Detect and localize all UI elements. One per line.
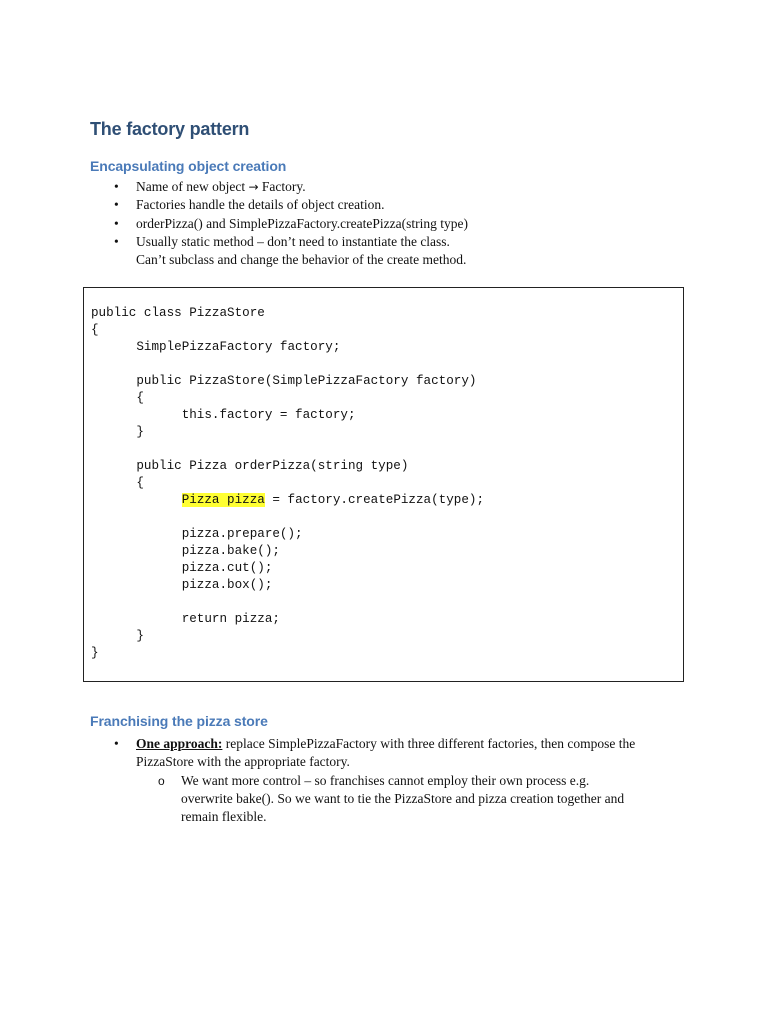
code-line [91,509,484,526]
code-line [91,492,484,509]
code-line: pizza.prepare(); [91,527,303,541]
section-heading-franchising: Franchising the pizza store [90,713,268,729]
code-line [91,356,484,373]
code-line: { [91,391,144,405]
sub-list [136,772,660,827]
bullet-icon: • [114,197,119,213]
code-line: return pizza; [91,612,280,626]
list-item-text: Factory. [258,179,306,194]
bullet-icon: • [114,179,119,194]
arrow-right-icon: → [248,180,259,194]
page-title: The factory pattern [90,119,250,139]
code-line: public PizzaStore(SimplePizzaFactory factory) [91,374,477,388]
sub-list-item-text: We want more control – so franchises cannot employ their own process e.g. overwrite bake(). So we want to tie the PizzaStore and pizza creation together and remain flexible. [181,772,625,825]
list-item [0,215,680,233]
code-line: pizza.bake(); [91,544,280,558]
code-line: SimplePizzaFactory factory; [91,340,341,354]
code-indent [91,493,182,507]
code-text: = factory.createPizza(type); [264,493,485,507]
list-item [0,233,680,270]
code-block [83,287,684,682]
bullet-icon: • [114,215,119,231]
list-item [0,196,680,214]
list-item-text: Name of new object [136,179,249,194]
code-line: { [91,323,99,337]
bullet-list-encapsulating [0,178,680,269]
code-line: { [91,476,144,490]
code-line: pizza.cut(); [91,561,273,575]
list-item [0,178,680,196]
list-item [0,735,680,826]
circle-bullet-icon: o [158,773,165,788]
code-line: public Pizza orderPizza(string type) [91,459,409,473]
code-line: } [91,629,144,643]
list-item-text: orderPizza() and SimplePizzaFactory.createPizza(string type) [136,215,468,231]
code-line: this.factory = factory; [91,408,356,422]
list-item-text: Factories handle the details of object creation. [136,197,385,213]
sub-list-item [136,772,660,827]
code-highlight: Pizza pizza [181,493,265,507]
code-line: } [91,646,99,660]
code-line [91,594,484,611]
list-item-text: replace SimplePizzaFactory with three different factories, then compose the PizzaStore with the appropriate factory. [136,736,636,770]
bullet-list-franchising [0,735,680,826]
section-heading-encapsulating: Encapsulating object creation [90,158,287,174]
list-item-text: Usually static method – don’t need to instantiate the class. [136,233,450,249]
code-line: public class PizzaStore [91,306,265,320]
bullet-icon: • [114,736,119,751]
bullet-icon: • [114,233,119,249]
code-line: pizza.box(); [91,578,273,592]
code-line: } [91,425,144,439]
code-listing [91,305,484,662]
code-line [91,441,484,458]
list-item-label: One approach: [136,736,223,751]
list-item-text-continuation: Can’t subclass and change the behavior of the create method. [136,252,467,268]
